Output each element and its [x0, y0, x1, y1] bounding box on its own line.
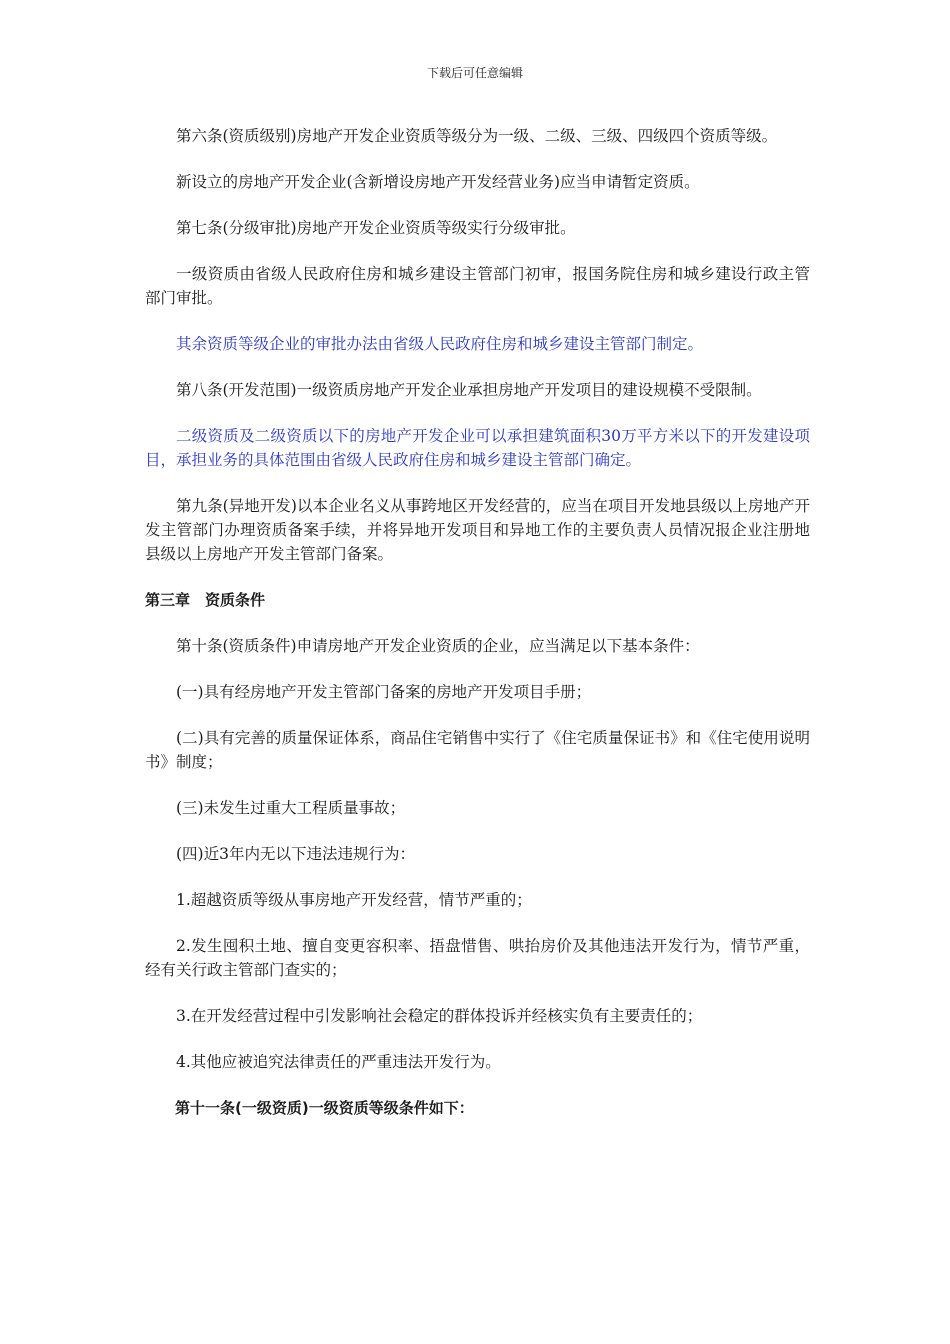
condition-2-paragraph: (二)具有完善的质量保证体系，商品住宅销售中实行了《住宅质量保证书》和《住宅使用说明书》制度；: [145, 729, 810, 771]
condition-4-paragraph: (四)近3年内无以下违法违规行为：: [176, 845, 415, 863]
article-11-paragraph: 第十一条(一级资质)一级资质等级条件如下：: [175, 1099, 474, 1117]
article-6-paragraph: 第六条(资质级别)房地产开发企业资质等级分为一级、二级、三级、四级四个资质等级。: [176, 127, 778, 145]
condition-1-paragraph: (一)具有经房地产开发主管部门备案的房地产开发项目手册；: [176, 683, 592, 701]
other-levels-approval-paragraph: 其余资质等级企业的审批办法由省级人民政府住房和城乡建设主管部门制定。: [176, 335, 704, 353]
page-header: 下载后可任意编辑: [426, 66, 523, 80]
provisional-qualification-paragraph: 新设立的房地产开发企业(含新增设房地产开发经营业务)应当申请暂定资质。: [176, 173, 700, 191]
violation-1-paragraph: 1.超越资质等级从事房地产开发经营，情节严重的；: [176, 891, 532, 909]
chapter-3-heading: 第三章 资质条件: [145, 591, 266, 609]
article-9-paragraph: 第九条(异地开发)以本企业名义从事跨地区开发经营的，应当在项目开发地县级以上房地产开发主管部门办理资质备案手续，并将异地开发项目和异地工作的主要负责人员情况报企业注册地县级以上房地产开发主管部门备案。: [145, 497, 810, 563]
second-level-scope-paragraph: 二级资质及二级资质以下的房地产开发企业可以承担建筑面积30万平方米以下的开发建设项目，承担业务的具体范围由省级人民政府住房和城乡建设主管部门确定。: [145, 427, 810, 469]
article-8-paragraph: 第八条(开发范围)一级资质房地产开发企业承担房地产开发项目的建设规模不受限制。: [176, 381, 762, 399]
violation-3-paragraph: 3.在开发经营过程中引发影响社会稳定的群体投诉并经核实负有主要责任的；: [176, 1007, 703, 1025]
violation-2-paragraph: 2.发生囤积土地、擅自变更容积率、捂盘惜售、哄抬房价及其他违法开发行为，情节严重，经有关行政主管部门查实的；: [145, 937, 810, 979]
condition-3-paragraph: (三)未发生过重大工程质量事故；: [176, 799, 406, 817]
article-10-paragraph: 第十条(资质条件)申请房地产开发企业资质的企业，应当满足以下基本条件：: [176, 637, 700, 655]
document-body: [145, 124, 810, 1142]
article-7-paragraph: 第七条(分级审批)房地产开发企业资质等级实行分级审批。: [176, 219, 576, 237]
violation-4-paragraph: 4.其他应被追究法律责任的严重违法开发行为。: [176, 1053, 501, 1071]
first-level-approval-paragraph: 一级资质由省级人民政府住房和城乡建设主管部门初审，报国务院住房和城乡建设行政主管部门审批。: [145, 265, 810, 307]
